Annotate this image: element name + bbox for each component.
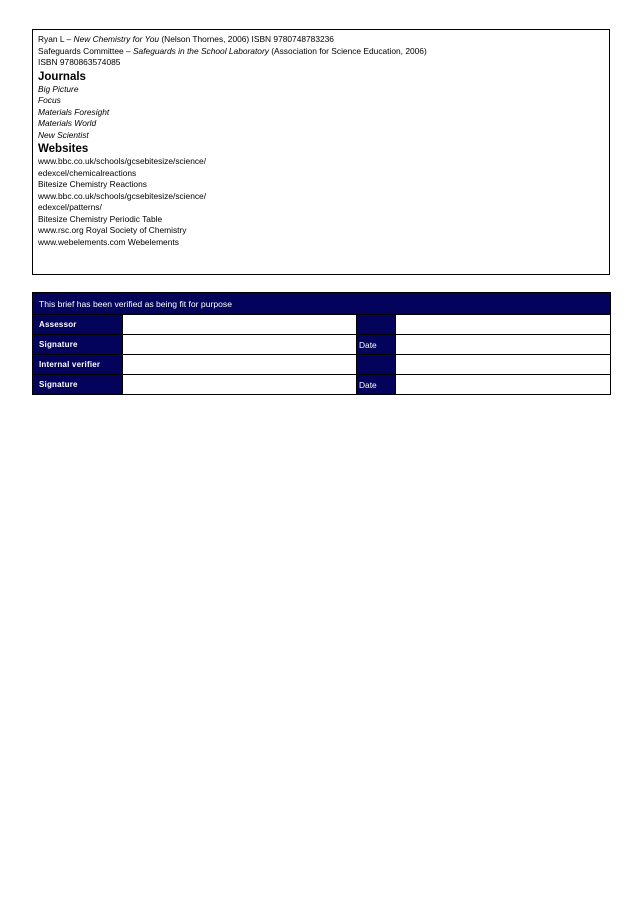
table-row — [33, 355, 611, 375]
assessor-mid-cell — [357, 315, 396, 335]
assessor-date-label: Date — [357, 335, 396, 355]
website-item: Bitesize Chemistry Reactions — [38, 179, 147, 189]
assessor-date-field[interactable] — [396, 335, 611, 355]
journal-item: New Scientist — [38, 129, 89, 140]
references-box — [32, 29, 610, 275]
book2-details: (Association for Science Education, 2006) — [268, 45, 427, 56]
websites-heading: Websites — [38, 143, 89, 155]
internal-verifier-extra-field[interactable] — [396, 355, 611, 375]
book2-title: Safeguards in the School Laboratory — [132, 45, 269, 56]
internal-verifier-field[interactable] — [123, 355, 357, 375]
website-item: Bitesize Chemistry Periodic Table — [38, 213, 163, 224]
verifier-signature-label: Signature — [33, 375, 123, 395]
table-row — [33, 335, 611, 355]
journal-item: Materials Foresight — [38, 106, 110, 117]
book1-title: New Chemistry for You — [73, 34, 160, 44]
internal-verifier-mid-cell — [357, 355, 396, 375]
verifier-signature-field[interactable] — [123, 375, 357, 395]
reference-book-1 — [38, 34, 604, 46]
website-item: www.bbc.co.uk/schools/gcsebitesize/science/ — [38, 156, 207, 166]
verification-header: This brief has been verified as being fit for purpose — [33, 293, 611, 315]
website-item: www.bbc.co.uk/schools/gcsebitesize/science/ — [38, 190, 207, 201]
journal-item: Big Picture — [38, 83, 79, 94]
book1-author: Ryan L – — [38, 34, 74, 44]
website-item: www.webelements.com Webelements — [38, 236, 179, 247]
verifier-date-field[interactable] — [396, 375, 611, 395]
verification-header-row — [33, 293, 611, 315]
verifier-date-label: Date — [357, 375, 396, 395]
website-item: edexcel/chemicalreactions — [38, 167, 137, 178]
journal-item: Focus — [38, 95, 61, 105]
table-row — [33, 375, 611, 395]
assessor-label: Assessor — [33, 315, 123, 335]
journal-item: Materials World — [38, 118, 97, 128]
book2-author: Safeguards Committee – — [38, 45, 133, 56]
assessor-field[interactable] — [123, 315, 357, 335]
journals-heading: Journals — [38, 70, 86, 83]
assessor-extra-field[interactable] — [396, 315, 611, 335]
assessor-signature-label: Signature — [33, 335, 123, 355]
book2-isbn: ISBN 9780863574085 — [38, 57, 121, 67]
assessor-signature-field[interactable] — [123, 335, 357, 355]
book1-details: (Nelson Thornes, 2006) ISBN 9780748783236 — [159, 34, 334, 44]
website-item: www.rsc.org Royal Society of Chemistry — [38, 225, 187, 235]
website-item: edexcel/patterns/ — [38, 202, 102, 212]
verification-table — [32, 292, 611, 395]
reference-book-2 — [38, 46, 604, 58]
internal-verifier-label: Internal verifier — [33, 355, 123, 375]
table-row — [33, 315, 611, 335]
